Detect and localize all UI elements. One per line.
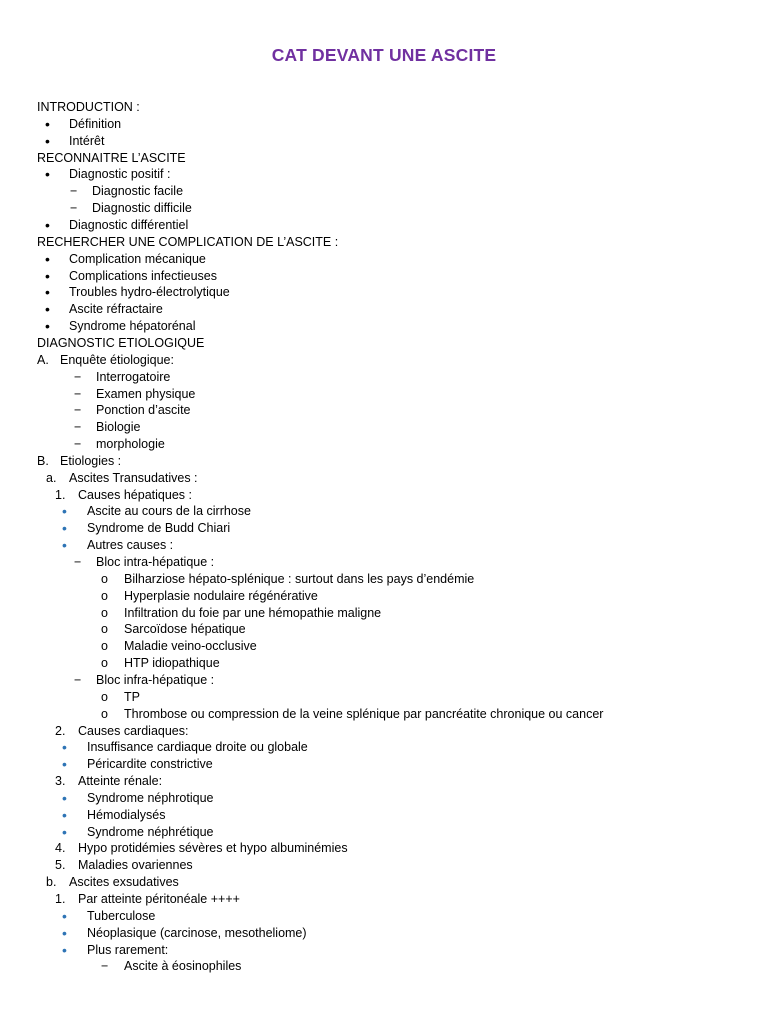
- line-text: Ascite à éosinophiles: [124, 959, 242, 974]
- bullet-marker: •: [62, 941, 67, 958]
- line-text: Syndrome de Budd Chiari: [87, 521, 231, 536]
- line-text: Maladies ovariennes: [78, 858, 193, 873]
- bullet-marker: −: [74, 555, 82, 569]
- bullet-marker: •: [62, 789, 67, 806]
- list-number: 1.: [55, 892, 66, 906]
- line-text: Etiologies :: [60, 453, 122, 468]
- list-number: b.: [46, 875, 57, 890]
- line-text: Biologie: [96, 420, 141, 435]
- list-number: 3.: [55, 774, 66, 788]
- line-text: Péricardite constrictive: [87, 757, 213, 772]
- line-text: Bloc intra-hépatique :: [96, 555, 215, 569]
- list-number: 1.: [55, 487, 66, 502]
- line-text: INTRODUCTION :: [37, 100, 140, 114]
- bullet-marker: •: [45, 301, 50, 318]
- line-text: Interrogatoire: [96, 369, 171, 384]
- line-text: Diagnostic facile: [92, 184, 184, 199]
- line-text: Syndrome néphrotique: [87, 790, 214, 805]
- bullet-marker: −: [74, 369, 82, 384]
- bullet-marker: •: [45, 267, 50, 284]
- bullet-marker: −: [70, 201, 78, 216]
- line-text: Diagnostic difficile: [92, 201, 192, 216]
- list-number: 4.: [55, 841, 66, 856]
- bullet-marker: −: [101, 959, 109, 974]
- bullet-marker: •: [45, 115, 50, 132]
- line-text: Syndrome néphrétique: [87, 824, 214, 839]
- bullet-marker: •: [62, 503, 67, 520]
- bullet-marker: −: [74, 672, 82, 687]
- line-text: Tuberculose: [87, 908, 156, 923]
- line-text: Atteinte rénale:: [78, 774, 163, 788]
- line-text: Infiltration du foie par une hémopathie maligne: [124, 605, 382, 620]
- list-number: B.: [37, 453, 49, 468]
- line-text: Troubles hydro-électrolytique: [69, 285, 230, 300]
- line-text: Autres causes :: [87, 538, 174, 553]
- bullet-marker: o: [101, 706, 108, 721]
- line-text: Définition: [69, 116, 122, 131]
- line-text: Complication mécanique: [69, 251, 206, 266]
- list-number: 2.: [55, 723, 66, 738]
- line-text: RECONNAITRE L’ASCITE: [37, 150, 186, 165]
- line-text: Plus rarement:: [87, 942, 169, 957]
- bullet-marker: •: [62, 537, 67, 554]
- line-text: Complications infectieuses: [69, 268, 217, 283]
- line-text: Hémodialysés: [87, 807, 166, 822]
- line-text: Maladie veino-occlusive: [124, 639, 257, 654]
- bullet-marker: −: [74, 403, 82, 418]
- line-text: Causes cardiaques:: [78, 723, 189, 738]
- bullet-marker: •: [45, 166, 50, 183]
- line-text: TP: [124, 689, 140, 704]
- line-text: Ponction d’ascite: [96, 403, 191, 418]
- bullet-marker: •: [62, 520, 67, 537]
- line-text: Hyperplasie nodulaire régénérative: [124, 588, 318, 603]
- bullet-marker: −: [74, 420, 82, 435]
- bullet-marker: •: [45, 318, 50, 335]
- bullet-marker: •: [62, 806, 67, 823]
- line-text: Bloc infra-hépatique :: [96, 672, 215, 687]
- line-text: morphologie: [96, 437, 165, 451]
- line-text: Insuffisance cardiaque droite ou globale: [87, 740, 308, 755]
- line-text: Ascites Transudatives :: [69, 470, 198, 485]
- list-number: A.: [37, 352, 49, 367]
- bullet-marker: −: [74, 437, 82, 451]
- bullet-marker: •: [45, 284, 50, 301]
- line-text: DIAGNOSTIC ETIOLOGIQUE: [37, 335, 205, 350]
- line-text: Intérêt: [69, 133, 105, 148]
- bullet-marker: o: [101, 605, 108, 620]
- bullet-marker: −: [74, 386, 82, 401]
- bullet-marker: −: [70, 184, 78, 199]
- line-text: Ascites exsudatives: [69, 875, 179, 890]
- line-text: Hypo protidémies sévères et hypo albuminémies: [78, 841, 348, 856]
- line-text: Examen physique: [96, 386, 196, 401]
- line-text: Diagnostic positif :: [69, 167, 171, 182]
- line-text: Bilharziose hépato-splénique : surtout dans les pays d’endémie: [124, 571, 475, 586]
- bullet-marker: •: [62, 907, 67, 924]
- bullet-marker: •: [62, 924, 67, 941]
- bullet-marker: •: [62, 823, 67, 840]
- line-text: Diagnostic différentiel: [69, 218, 189, 232]
- line-text: Par atteinte péritonéale ++++: [78, 892, 240, 906]
- bullet-marker: o: [101, 689, 108, 704]
- line-text: Ascite au cours de la cirrhose: [87, 504, 251, 519]
- bullet-marker: •: [62, 756, 67, 773]
- line-text: Syndrome hépatorénal: [69, 319, 196, 334]
- bullet-marker: •: [45, 250, 50, 267]
- page-title: CAT DEVANT UNE ASCITE: [271, 45, 497, 65]
- bullet-marker: o: [101, 571, 108, 586]
- line-text: RECHERCHER UNE COMPLICATION DE L’ASCITE :: [37, 234, 339, 249]
- bullet-marker: o: [101, 622, 108, 637]
- bullet-marker: •: [45, 132, 50, 149]
- line-text: HTP idiopathique: [124, 656, 220, 671]
- list-number: 5.: [55, 858, 66, 873]
- line-text: Néoplasique (carcinose, mesotheliome): [87, 925, 307, 940]
- bullet-marker: o: [101, 656, 108, 671]
- bullet-marker: •: [45, 217, 50, 233]
- line-text: Ascite réfractaire: [69, 302, 163, 317]
- list-number: a.: [46, 470, 57, 485]
- bullet-marker: o: [101, 639, 108, 654]
- line-text: Enquête étiologique:: [60, 352, 174, 367]
- bullet-marker: •: [62, 739, 67, 756]
- line-text: Sarcoïdose hépatique: [124, 622, 246, 637]
- line-text: Thrombose ou compression de la veine splénique par pancréatite chronique ou cancer: [124, 706, 604, 721]
- line-text: Causes hépatiques :: [78, 487, 192, 502]
- bullet-marker: o: [101, 588, 108, 603]
